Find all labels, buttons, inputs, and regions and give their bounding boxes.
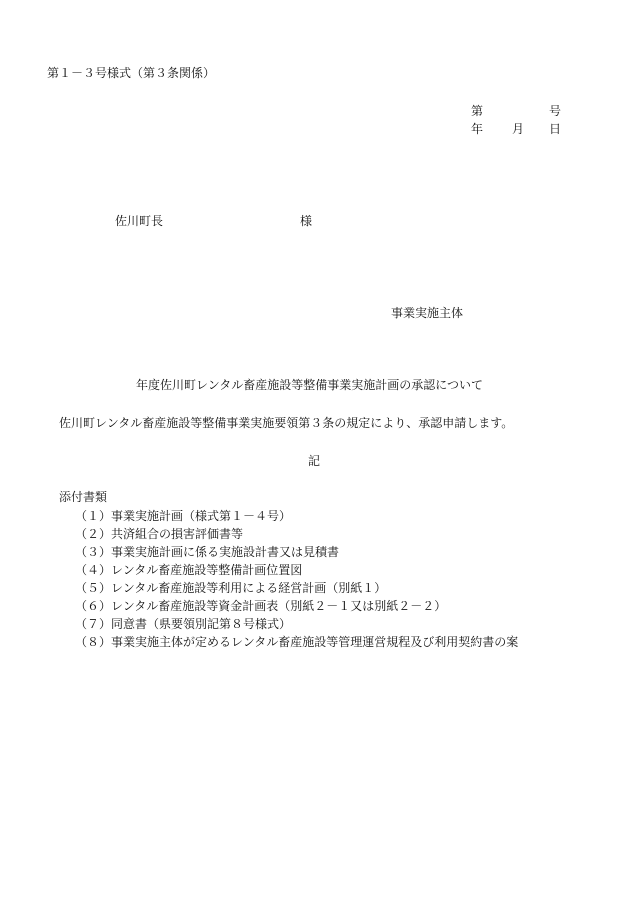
date-year-label: 年 (471, 122, 484, 136)
document-number-label: 第 (471, 104, 484, 118)
date-day-label: 日 (549, 122, 562, 136)
attachment-number: （５） (75, 581, 112, 595)
attachment-item (75, 525, 518, 543)
attachment-item (75, 615, 518, 633)
attachment-text: 共済組合の損害評価書等 (111, 527, 244, 541)
attachment-number: （６） (75, 599, 112, 613)
attachment-number: （２） (75, 527, 112, 541)
document-body: 佐川町レンタル畜産施設等整備事業実施要領第３条の規定により、承認申請します。 (59, 416, 514, 430)
attachments-heading: 添付書類 (59, 490, 108, 504)
attachment-text: レンタル畜産施設等利用による経営計画（別紙１） (111, 581, 387, 595)
attachment-list (75, 507, 518, 651)
addressee-name: 佐川町長 (115, 214, 164, 228)
attachment-item (75, 507, 518, 525)
attachment-number: （４） (75, 563, 112, 577)
ki-label: 記 (308, 454, 321, 468)
attachment-item (75, 633, 518, 651)
attachment-item (75, 543, 518, 561)
document-number-suffix: 号 (549, 104, 562, 118)
document-subject: 年度佐川町レンタル畜産施設等整備事業実施計画の承認について (136, 378, 483, 392)
attachment-number: （８） (75, 635, 112, 649)
attachment-number: （１） (75, 509, 112, 523)
attachment-text: レンタル畜産施設等資金計画表（別紙２－１又は別紙２－２） (111, 599, 447, 613)
attachment-item (75, 561, 518, 579)
form-number: 第１－３号様式（第３条関係） (47, 66, 216, 80)
addressee-honorific: 様 (300, 214, 313, 228)
attachment-item (75, 597, 518, 615)
attachment-number: （７） (75, 617, 112, 631)
attachment-item (75, 579, 518, 597)
attachment-number: （３） (75, 545, 112, 559)
applicant-label: 事業実施主体 (391, 306, 464, 320)
attachment-text: 事業実施主体が定めるレンタル畜産施設等管理運営規程及び利用契約書の案 (111, 635, 519, 649)
attachment-text: 事業実施計画（様式第１－４号） (111, 509, 292, 523)
attachment-text: レンタル畜産施設等整備計画位置図 (111, 563, 303, 577)
date-month-label: 月 (512, 122, 525, 136)
attachment-text: 同意書（県要領別記第８号様式） (111, 617, 292, 631)
attachment-text: 事業実施計画に係る実施設計書又は見積書 (111, 545, 340, 559)
